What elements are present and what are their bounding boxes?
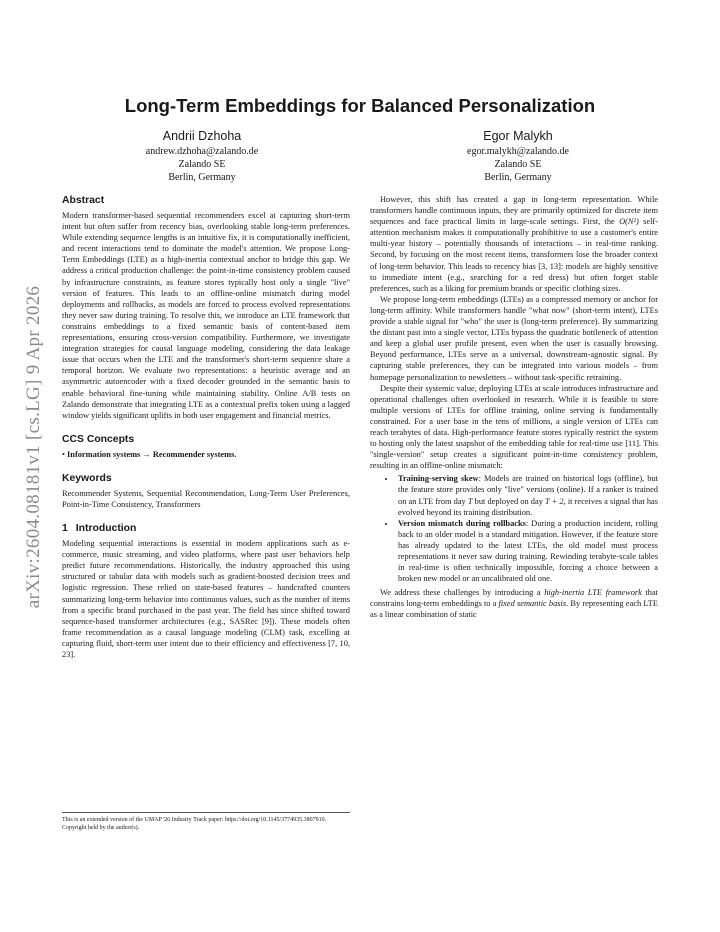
abstract-heading: Abstract	[62, 195, 105, 206]
left-column	[62, 194, 350, 660]
author-affiliation: Zalando SE	[178, 159, 226, 170]
abstract-text: Modern transformer-based sequential recommenders excel at capturing short-term intent but often suffer from recency bias, overlooking stable long-term preferences. While extending sequence lengths is an intuitive fix, it is computationally inefficient, and recent interactions tend to dominate the model's attention. We propose Long-Term Embeddings (LTE) as a high-inertia contextual anchor to bridge this gap. We address a critical production challenge: the point-in-time consistency problem caused by infrastructure constraints, as feature stores typically host only a single "live" version of features. This leads to an offline-online mismatch during model deployments and rollbacks, as models are forced to process evolved representations they never saw during training. To resolve this, we introduce an LTE framework that constrains embeddings to a fixed semantic basis of content-based item representations, ensuring cross-version compatibility. Furthermore, we investigate integration strategies for causal language modeling, considering the data leakage issue that occurs when the LTE and the transformer's short-term sequence share a temporal horizon. We evaluate two representations: a heuristic average and an asymmetric autoencoder with a fixed decoder grounded in the semantic basis to enable behavioral fine-tuning while maintaining stability. Online A/B tests on Zalando demonstrate that integrating LTE as a contextual prefix token using a lagged window yields significant uplifts in both user engagement and financial metrics.	[62, 211, 350, 420]
emphasis: high-inertia LTE framework	[544, 588, 642, 598]
math-complexity: O(N²)	[619, 217, 639, 227]
list-item	[396, 473, 658, 517]
text-run: However, this shift has created a gap in long-term representation. While transformers handle continuous inputs, they are primarily optimized for discrete item sequences and face practical limits in large-scale settings. First, the	[370, 195, 658, 227]
author-block-1	[102, 128, 302, 184]
intro-paragraph-3: We propose long-term embeddings (LTEs) as a compressed memory or anchor for long-term affinity. While transformers handle "what now" (short-term intent), LTEs provide a stable signal for "who" the user is (long-term preference). By summarizing the distant past into a single vector, LTEs bypass the quadratic bottleneck of attention and keep a global user profile present, even when the user is casually browsing. Beyond performance, LTEs serve as a universal, downstream-agnostic signal. By capturing stable preferences, they can be integrated into various models – from homepage personalization to newsletters – without task-specific retraining.	[370, 294, 658, 382]
list-item	[396, 518, 658, 585]
ccs-arrow: →	[142, 449, 151, 459]
math-var: T	[467, 496, 473, 506]
mismatch-list	[370, 473, 658, 584]
author-email: egor.malykh@zalando.de	[467, 146, 569, 157]
keywords-text: Recommender Systems, Sequential Recommendation, Long-Term User Preferences, Point-in-Time Consistency, Transformers	[62, 488, 350, 509]
bullet-label: Training-serving skew	[398, 474, 479, 484]
paper-title: Long-Term Embeddings for Balanced Personalization	[124, 95, 596, 116]
text-run: , it receives a signal that has evolved beyond its training distribution.	[398, 496, 658, 517]
ccs-concept: Recommender systems.	[152, 449, 237, 459]
intro-paragraph-5	[370, 587, 658, 620]
right-column	[370, 194, 658, 621]
text-run: : During a production incident, rolling back to an older model is a standard mitigation. However, if the feature store has already updated to the latest LTEs, the old model must process representations it never saw during training. Rewinding terabyte-scale tables in real-time is often technically impossible, forcing a choice between a broken new model or an uncalibrated old one.	[398, 518, 658, 584]
ccs-category: Information systems	[67, 449, 141, 459]
text-run: that constrains long-term embeddings to a	[370, 588, 658, 609]
author-email: andrew.dzhoha@zalando.de	[145, 146, 259, 157]
author-name: Andrii Dzhoha	[162, 129, 242, 143]
ccs-concepts	[62, 449, 350, 460]
bullet-label: Version mismatch during rollbacks	[398, 518, 526, 528]
emphasis: fixed semantic basis	[498, 599, 567, 609]
intro-paragraph-2	[370, 194, 658, 294]
author-affiliation: Zalando SE	[494, 159, 542, 170]
ccs-bullet: •	[62, 449, 65, 459]
section-number: 1	[62, 523, 68, 535]
keywords-heading: Keywords	[62, 472, 112, 484]
arxiv-id: arXiv:2604.08181v1 [cs.LG] 9 Apr 2026	[23, 285, 45, 609]
intro-paragraph-1: Modeling sequential interactions is essential in modern applications such as e-commerce, music streaming, and video platforms, where past user behaviors help predict future recommendations. Historically, the industry approached this using structured or tabular data with models such as gradient-boosted decision trees and logistic regression. These relied on state-based features – handcrafted counters summarizing long-term behavior into continuous values, such as the number of items from a specific brand purchased in the past year. The field has since shifted toward sequence-based transformer architectures (e.g., SASRec [9]). These models often frame recommendation as a causal language modeling (CLM) task, excelling at capturing fluid, short-term user intent due to their efficiency and effectiveness [7, 10, 23].	[62, 539, 350, 659]
arxiv-identifier-stamp	[20, 232, 48, 662]
author-name: Egor Malykh	[483, 129, 553, 143]
math-var: T + 2	[545, 496, 564, 506]
author-block-2	[418, 128, 618, 184]
author-location: Berlin, Germany	[484, 172, 552, 183]
text-run: : Models are trained on historical logs (offline), but the feature store provides only "live" versions (online). If a ranker is trained on an LTE from day	[398, 474, 658, 506]
author-location: Berlin, Germany	[168, 172, 236, 183]
section-title: Introduction	[75, 523, 137, 535]
text-run: . By representing each LTE as a linear combination of static	[370, 599, 658, 620]
footnote: This is an extended version of the UMAP '26 Industry Track paper: https://doi.org/10.1145/3774935.3807910. Copyright held by the author(s).	[62, 812, 350, 832]
text-run: but deployed on day	[472, 496, 546, 506]
intro-paragraph-4: Despite their systemic value, deploying LTEs at scale introduces infrastructure and operational challenges often overlooked in research. While it is feasible to store multiple versions of LTEs for offline training, online serving is fundamentally constrained. For a user base in the tens of millions, a single version of LTEs can reach terabytes of data. High-performance feature stores typically restrict the system to hosting only the latest snapshot of the embedding table for real-time use [11]. This "single-version" setup creates a significant point-in-time consistency problem, resulting in an offline-online mismatch:	[370, 383, 658, 471]
text-run: We address these challenges by introducing a	[380, 588, 545, 598]
text-run: self-attention mechanism makes it computationally prohibitive to use a customer's entire multi-year history – potentially thousands of interactions – in real-time ranking. Second, by focusing on the most recent items, transformers lose the broader context of long-term behavior. This leads to recency bias [3, 13]: models are highly sensitive to immediate intent (e.g., searching for a red dress) but often forget stable preferences, such as a liking for premium brands or specific clothing sizes.	[370, 217, 658, 293]
ccs-heading: CCS Concepts	[62, 433, 135, 445]
introduction-heading	[62, 522, 350, 535]
